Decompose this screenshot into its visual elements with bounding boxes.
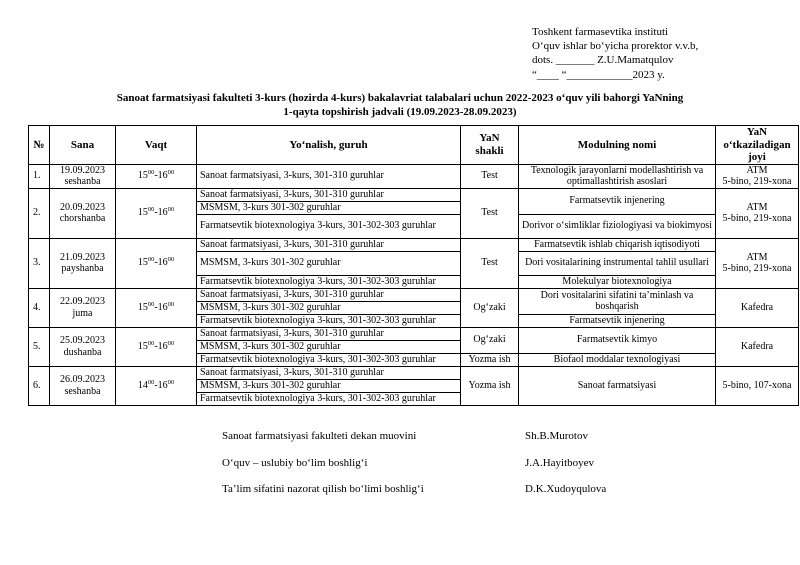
date: 22.09.2023 — [60, 296, 105, 307]
date: 26.09.2023 — [60, 374, 105, 385]
module-cell: Biofaol moddalar texnologiyasi — [519, 353, 716, 366]
table-header-row — [29, 126, 799, 165]
group-cell: MSMSM, 3-kurs 301-302 guruhlar — [197, 251, 461, 275]
date-cell — [50, 188, 116, 238]
table-row — [29, 188, 799, 201]
institute-name: Toshkent farmasevtika instituti — [532, 26, 669, 38]
module-cell: Molekulyar biotexnologiya — [519, 275, 716, 288]
table-row — [29, 238, 799, 251]
header-num: № — [29, 126, 50, 165]
header-form: YaN shakli — [461, 126, 519, 165]
time-cell: $15^{00}-16^{00}$ — [116, 327, 197, 366]
group-cell: Farmatsevtik biotexnologiya 3-kurs, 301-302-303 guruhlar — [197, 353, 461, 366]
date: 25.09.2023 — [60, 335, 105, 346]
date-cell — [50, 238, 116, 288]
approver-name: dots. _______ Z.U.Mamatqulov — [532, 54, 674, 67]
title-line-2: 1-qayta topshirish jadvali (19.09.2023-28.09.2023) — [283, 106, 517, 118]
time-end: 16 — [157, 340, 168, 352]
row-number: 3. — [29, 238, 50, 288]
time-end-min: 00 — [167, 256, 175, 264]
group-cell: Farmatsevtik biotexnologiya 3-kurs, 301-302-303 guruhlar — [197, 275, 461, 288]
module-cell: Farmatsevtik injenering — [519, 188, 716, 214]
weekday: dushanba — [63, 346, 102, 358]
form-cell: Og‘zaki — [461, 327, 519, 353]
date-cell — [50, 164, 116, 188]
time-start: 15 — [137, 340, 148, 352]
group-cell: Farmatsevtik biotexnologiya 3-kurs, 301-302-303 guruhlar — [197, 314, 461, 327]
module-cell: Sanoat farmatsiyasi — [519, 366, 716, 405]
time-end-min: 00 — [167, 206, 175, 214]
group-cell: MSMSM, 3-kurs 301-302 guruhlar — [197, 201, 461, 214]
approver-position: O‘quv ishlar bo‘yicha prorektor v.v.b, — [532, 40, 699, 53]
title-line-1: Sanoat farmatsiyasi fakulteti 3-kurs (hozirda 4-kurs) bakalavriat talabalari uchun 2022-2023 o‘quv yili bahorgi YaNning — [116, 92, 684, 104]
table-row — [29, 164, 799, 188]
header-module: Modulning nomi — [519, 126, 716, 165]
time-start: 15 — [137, 207, 148, 219]
time-start-min: 00 — [147, 206, 155, 214]
signature-role: Sanoat farmatsiyasi fakulteti dekan muovini — [222, 430, 417, 442]
venue-line-2: 5-bino, 219-xona — [722, 176, 792, 187]
header-venue: YaN o‘tkaziladigan joyi — [716, 126, 799, 165]
group-cell: Farmatsevtik biotexnologiya 3-kurs, 301-302-303 guruhlar — [197, 214, 461, 238]
approval-block — [532, 25, 698, 82]
venue-cell — [716, 164, 799, 188]
time-end-min: 00 — [167, 300, 175, 308]
time-end: 16 — [157, 257, 168, 269]
date-cell — [50, 288, 116, 327]
time-cell: $14^{00}-16^{00}$ — [116, 366, 197, 405]
approval-date: “____ “____________2023 y. — [532, 68, 665, 81]
signature-name: Sh.B.Murotov — [525, 430, 588, 442]
date: 20.09.2023 — [60, 201, 105, 213]
venue-line-2: 5-bino, 219-xona — [722, 263, 792, 274]
row-number: 4. — [29, 288, 50, 327]
group-cell: MSMSM, 3-kurs 301-302 guruhlar — [197, 301, 461, 314]
venue-line-1: ATM — [746, 251, 768, 263]
table-row — [29, 366, 799, 379]
venue-cell: 5-bino, 107-xona — [716, 366, 799, 405]
form-cell: Test — [461, 238, 519, 288]
time-start: 15 — [137, 257, 148, 269]
group-cell: Sanoat farmatsiyasi, 3-kurs, 301-310 guruhlar — [197, 327, 461, 340]
signature-name: J.A.Hayitboyev — [525, 456, 595, 469]
time-start-min: 00 — [147, 256, 155, 264]
venue-cell — [716, 188, 799, 238]
time-end: 16 — [157, 379, 168, 391]
weekday: payshanba — [61, 263, 104, 274]
form-cell: Test — [461, 188, 519, 238]
header-direction: Yo‘nalish, guruh — [197, 126, 461, 165]
signature-role: O‘quv – uslubiy bo‘lim boshlig‘i — [222, 456, 368, 469]
date-cell — [50, 366, 116, 405]
group-cell: Sanoat farmatsiyasi, 3-kurs, 301-310 guruhlar — [197, 238, 461, 251]
group-cell: Sanoat farmatsiyasi, 3-kurs, 301-310 guruhlar — [197, 164, 461, 188]
header-time: Vaqt — [116, 126, 197, 165]
venue-line-1: ATM — [746, 164, 768, 176]
time-start: 15 — [137, 301, 148, 313]
weekday: seshanba — [64, 385, 101, 397]
time-cell: $15^{00}-16^{00}$ — [116, 188, 197, 238]
time-start-min: 00 — [147, 378, 155, 386]
date: 19.09.2023 — [60, 164, 105, 176]
time-end: 16 — [157, 170, 168, 182]
signature-role: Ta’lim sifatini nazorat qilish bo‘limi boshlig‘i — [222, 483, 424, 495]
date: 21.09.2023 — [60, 251, 105, 263]
date-cell — [50, 327, 116, 366]
module-cell: Dorivor o‘simliklar fiziologiyasi va biokimyosi — [519, 214, 716, 238]
time-start: 14 — [137, 379, 148, 391]
venue-line-2: 5-bino, 219-xona — [722, 213, 792, 224]
form-cell: Og‘zaki — [461, 288, 519, 327]
group-cell: Sanoat farmatsiyasi, 3-kurs, 301-310 guruhlar — [197, 188, 461, 201]
venue-cell: Kafedra — [716, 327, 799, 366]
time-cell: $15^{00}-16^{00}$ — [116, 164, 197, 188]
venue-line-1: ATM — [746, 201, 768, 213]
time-start-min: 00 — [147, 339, 155, 347]
time-end-min: 00 — [167, 339, 175, 347]
group-cell: MSMSM, 3-kurs 301-302 guruhlar — [197, 379, 461, 392]
group-cell: Farmatsevtik biotexnologiya 3-kurs, 301-302-303 guruhlar — [197, 392, 461, 405]
module-cell: Dori vositalarining instrumental tahlil usullari — [519, 251, 716, 275]
table-row — [29, 327, 799, 340]
module-cell: Texnologik jarayonlarni modellashtirish va optimallashtirish asoslari — [519, 164, 716, 188]
time-end-min: 00 — [167, 378, 175, 386]
time-start-min: 00 — [147, 300, 155, 308]
weekday: juma — [72, 307, 93, 319]
module-cell: Farmatsevtik ishlab chiqarish iqtisodiyoti — [519, 238, 716, 251]
venue-cell — [716, 238, 799, 288]
time-cell: $15^{00}-16^{00}$ — [116, 238, 197, 288]
time-start: 15 — [137, 170, 148, 182]
row-number: 2. — [29, 188, 50, 238]
time-end: 16 — [157, 207, 168, 219]
row-number: 6. — [29, 366, 50, 405]
group-cell: Sanoat farmatsiyasi, 3-kurs, 301-310 guruhlar — [197, 288, 461, 301]
module-cell: Dori vositalarini sifatini ta’minlash va boshqarish — [519, 288, 716, 314]
row-number: 1. — [29, 164, 50, 188]
group-cell: MSMSM, 3-kurs 301-302 guruhlar — [197, 340, 461, 353]
header-date: Sana — [50, 126, 116, 165]
row-number: 5. — [29, 327, 50, 366]
group-cell: Sanoat farmatsiyasi, 3-kurs, 301-310 guruhlar — [197, 366, 461, 379]
venue-cell: Kafedra — [716, 288, 799, 327]
module-cell: Farmatsevtik injenering — [519, 314, 716, 327]
time-end-min: 00 — [167, 169, 175, 177]
time-end: 16 — [157, 301, 168, 313]
time-start-min: 00 — [147, 169, 155, 177]
table-row — [29, 288, 799, 301]
form-cell: Yozma ish — [461, 366, 519, 405]
form-cell: Yozma ish — [461, 353, 519, 366]
time-cell: $15^{00}-16^{00}$ — [116, 288, 197, 327]
module-cell: Farmatsevtik kimyo — [519, 327, 716, 353]
weekday: seshanba — [64, 176, 101, 187]
schedule-table — [28, 125, 799, 406]
form-cell: Test — [461, 164, 519, 188]
signature-name: D.K.Xudoyqulova — [525, 483, 607, 495]
weekday: chorshanba — [59, 213, 106, 224]
document-title — [60, 91, 740, 119]
